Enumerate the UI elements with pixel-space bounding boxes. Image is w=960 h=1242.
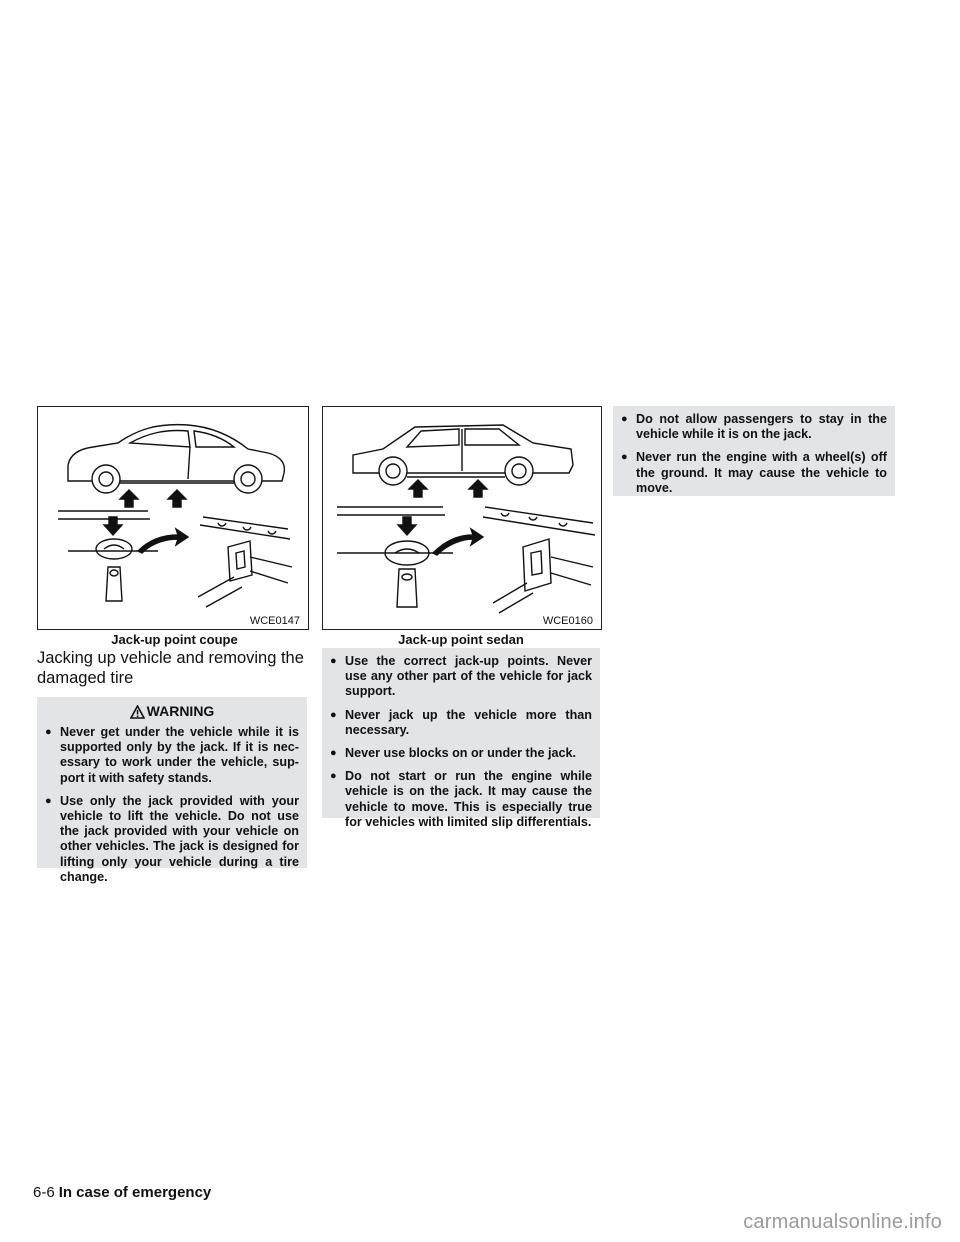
list-item: ● Do not allow passengers to stay in the vehicle while it is on the jack. <box>621 412 887 442</box>
page-footer <box>33 1184 211 1201</box>
figure-code: WCE0160 <box>542 615 593 627</box>
page-number: 6-6 <box>33 1184 55 1201</box>
figure-coupe <box>37 406 309 630</box>
section-heading: Jacking up vehicle and removing the damaged tire <box>37 649 304 687</box>
warning-title <box>37 703 307 719</box>
list-item: ● Never run the engine with a wheel(s) off the ground. It may cause the vehicle to move. <box>621 450 887 496</box>
warning-label: WARNING <box>146 703 215 719</box>
chapter-title: In case of emergency <box>58 1184 212 1201</box>
list-item: ● Do not start or run the engine while vehicle is on the jack. It may cause the vehicle to move. This is especially true for vehicles with limited slip differentials. <box>330 769 592 830</box>
warning-box-middle <box>322 648 600 829</box>
warning-box-left <box>37 697 307 884</box>
list-item: ● Use the correct jack-up points. Never use any other part of the vehicle for jack support. <box>330 654 592 700</box>
figure-code: WCE0147 <box>249 615 300 627</box>
warning-list-left <box>45 725 299 893</box>
figure-caption-sedan: Jack-up point sedan <box>398 632 524 647</box>
warning-box-right <box>613 406 895 496</box>
figure-caption-coupe: Jack-up point coupe <box>111 632 238 647</box>
warning-list-right <box>621 412 887 504</box>
warning-list-middle <box>330 654 592 838</box>
sedan-jack-point-illustration <box>323 407 601 629</box>
list-item: ● Use only the jack provided with your vehicle to lift the vehicle. Do not use the jack provided with your vehicle on other vehicles. The jack is designed for lifting only your vehicle during a tire change. <box>45 794 299 885</box>
figure-sedan <box>322 406 602 630</box>
list-item: ● Never jack up the vehicle more than necessary. <box>330 708 592 738</box>
list-item: ● Never use blocks on or under the jack. <box>330 746 592 761</box>
list-item: ● Never get under the vehicle while it is supported only by the jack. If it is nec- essary to work under the vehicle, sup- port it with safety stands. <box>45 725 299 786</box>
warning-triangle-icon <box>130 705 145 719</box>
coupe-jack-point-illustration <box>38 407 308 629</box>
watermark: carmanualsonline.info <box>743 1211 942 1233</box>
